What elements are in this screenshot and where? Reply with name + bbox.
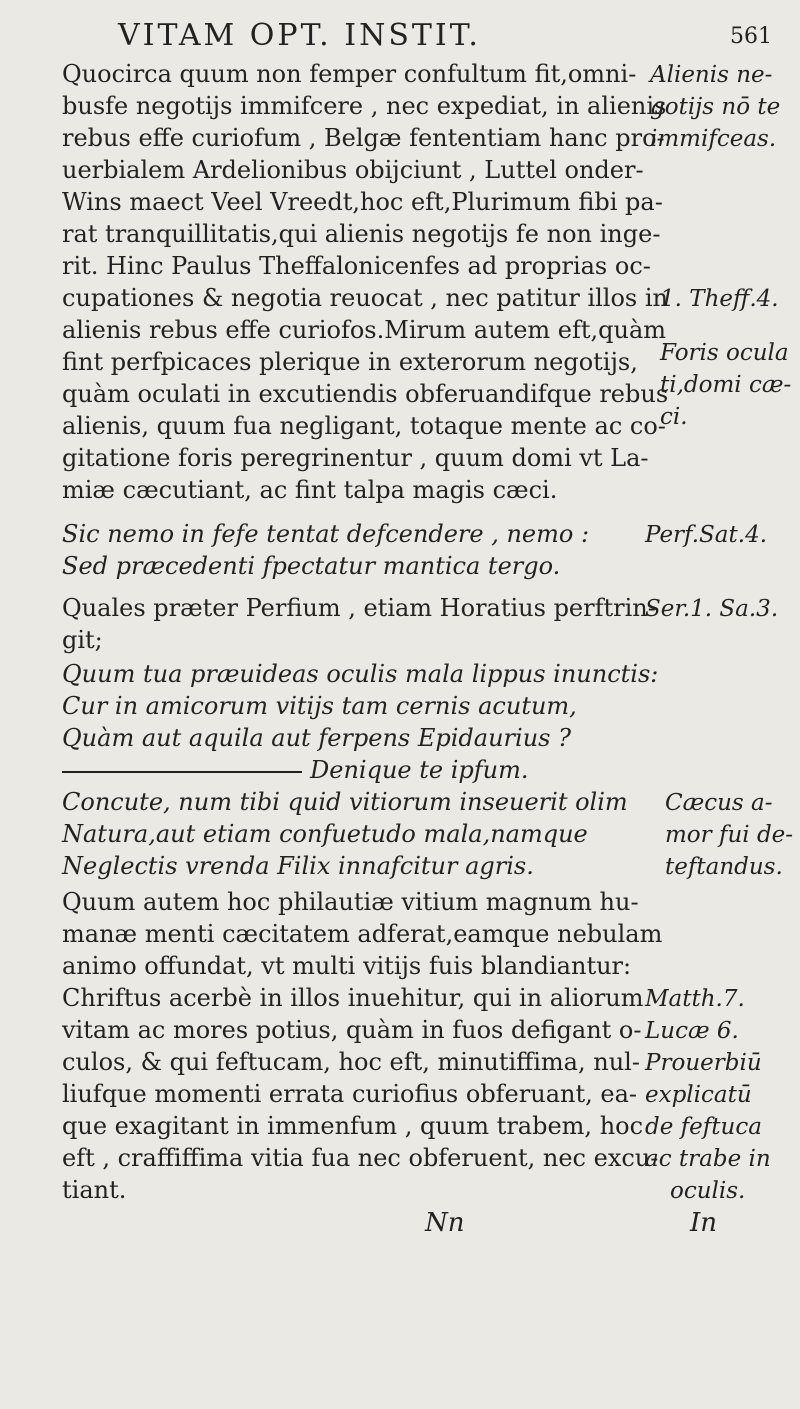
verse-line: Sed præcedenti fpectatur mantica tergo.: [62, 552, 561, 580]
text-line: alienis, quum fua negligant, totaque mente ac co-: [62, 412, 666, 440]
text-line: git;: [62, 626, 103, 654]
text-line: miæ cæcutiant, ac fint talpa magis cæci.: [62, 476, 558, 504]
margin-note: ci.: [660, 404, 688, 430]
text-line: Quales præter Perfium , etiam Horatius perftrin-: [62, 594, 656, 622]
margin-note: teftandus.: [665, 854, 783, 880]
text-line: quàm oculati in excutiendis obferuandifque rebus: [62, 380, 669, 408]
catchword: In: [690, 1208, 718, 1238]
text-line: cupationes & negotia reuocat , nec patitur illos in: [62, 284, 669, 312]
text-line: manæ menti cæcitatem adferat,eamque nebulam: [62, 920, 663, 948]
text-line: busfe negotijs immifcere , nec expediat, in alienis: [62, 92, 667, 120]
text-line: culos, & qui feftucam, hoc eft, minutiffima, nul-: [62, 1048, 640, 1076]
page-number: 561: [730, 24, 772, 49]
margin-note: Cæcus a-: [665, 790, 773, 816]
verse-line: Quàm aut aquila aut ferpens Epidaurius ?: [62, 724, 571, 752]
margin-note: de feftuca: [645, 1114, 762, 1140]
margin-note: explicatū: [645, 1082, 752, 1108]
verse-line: Quum tua præuideas oculis mala lippus inunctis:: [62, 660, 659, 688]
running-title: VITAM OPT. INSTIT.: [118, 18, 481, 53]
verse-line: Sic nemo in fefe tentat defcendere , nemo :: [62, 520, 590, 548]
text-line: Quocirca quum non femper confultum fit,omni-: [62, 60, 637, 88]
text-line: alienis rebus effe curiofos.Mirum autem eft,quàm: [62, 316, 667, 344]
verse-line: Concute, num tibi quid vitiorum inseuerit olim: [62, 788, 628, 816]
margin-note: oculis.: [670, 1178, 746, 1204]
margin-note: mor fui de-: [665, 822, 794, 848]
margin-note: gotijs nō te: [650, 94, 781, 120]
text-line: uerbialem Ardelionibus obijciunt , Luttel onder-: [62, 156, 644, 184]
verse-line: Cur in amicorum vitijs tam cernis acutum,: [62, 692, 577, 720]
margin-note: 1. Theff.4.: [660, 286, 779, 312]
margin-note: Lucæ 6.: [645, 1018, 739, 1044]
signature-mark: Nn: [425, 1208, 465, 1238]
text-line: fint perfpicaces plerique in exterorum negotijs,: [62, 348, 638, 376]
rule-dash: [62, 771, 302, 773]
margin-note: ti,domi cæ-: [660, 372, 792, 398]
text-line: tiant.: [62, 1176, 127, 1204]
verse-line: [62, 756, 528, 784]
margin-note: immifceas.: [650, 126, 777, 152]
text-line: rit. Hinc Paulus Theffalonicenfes ad proprias oc-: [62, 252, 651, 280]
text-line: liufque momenti errata curiofius obferuant, ea-: [62, 1080, 637, 1108]
verse-text: Denique te ipfum.: [310, 756, 529, 784]
verse-line: Neglectis vrenda Filix innafcitur agris.: [62, 852, 534, 880]
text-line: rebus effe curiofum , Belgæ fententiam hanc pro-: [62, 124, 665, 152]
margin-note: Ser.1. Sa.3.: [645, 596, 779, 622]
margin-note: Alienis ne-: [650, 62, 773, 88]
verse-line: Natura,aut etiam confuetudo mala,namque: [62, 820, 588, 848]
margin-note: Perf.Sat.4.: [645, 522, 768, 548]
text-line: que exagitant in immenfum , quum trabem, hoc: [62, 1112, 644, 1140]
text-line: Quum autem hoc philautiæ vitium magnum hu-: [62, 888, 639, 916]
text-line: Chriftus acerbè in illos inuehitur, qui in aliorum: [62, 984, 644, 1012]
margin-note: Foris ocula: [660, 340, 789, 366]
text-line: rat tranquillitatis,qui alienis negotijs fe non inge-: [62, 220, 661, 248]
text-line: eft , craffiffima vitia fua nec obferuent, nec excu-: [62, 1144, 659, 1172]
text-line: gitatione foris peregrinentur , quum domi vt La-: [62, 444, 649, 472]
text-line: vitam ac mores potius, quàm in fuos defigant o-: [62, 1016, 642, 1044]
margin-note: Matth.7.: [645, 986, 745, 1012]
text-line: Wins maect Veel Vreedt,hoc eft,Plurimum fibi pa-: [62, 188, 663, 216]
margin-note: ac trabe in: [645, 1146, 771, 1172]
margin-note: Prouerbiū: [645, 1050, 762, 1076]
text-line: animo offundat, vt multi vitijs fuis blandiantur:: [62, 952, 632, 980]
